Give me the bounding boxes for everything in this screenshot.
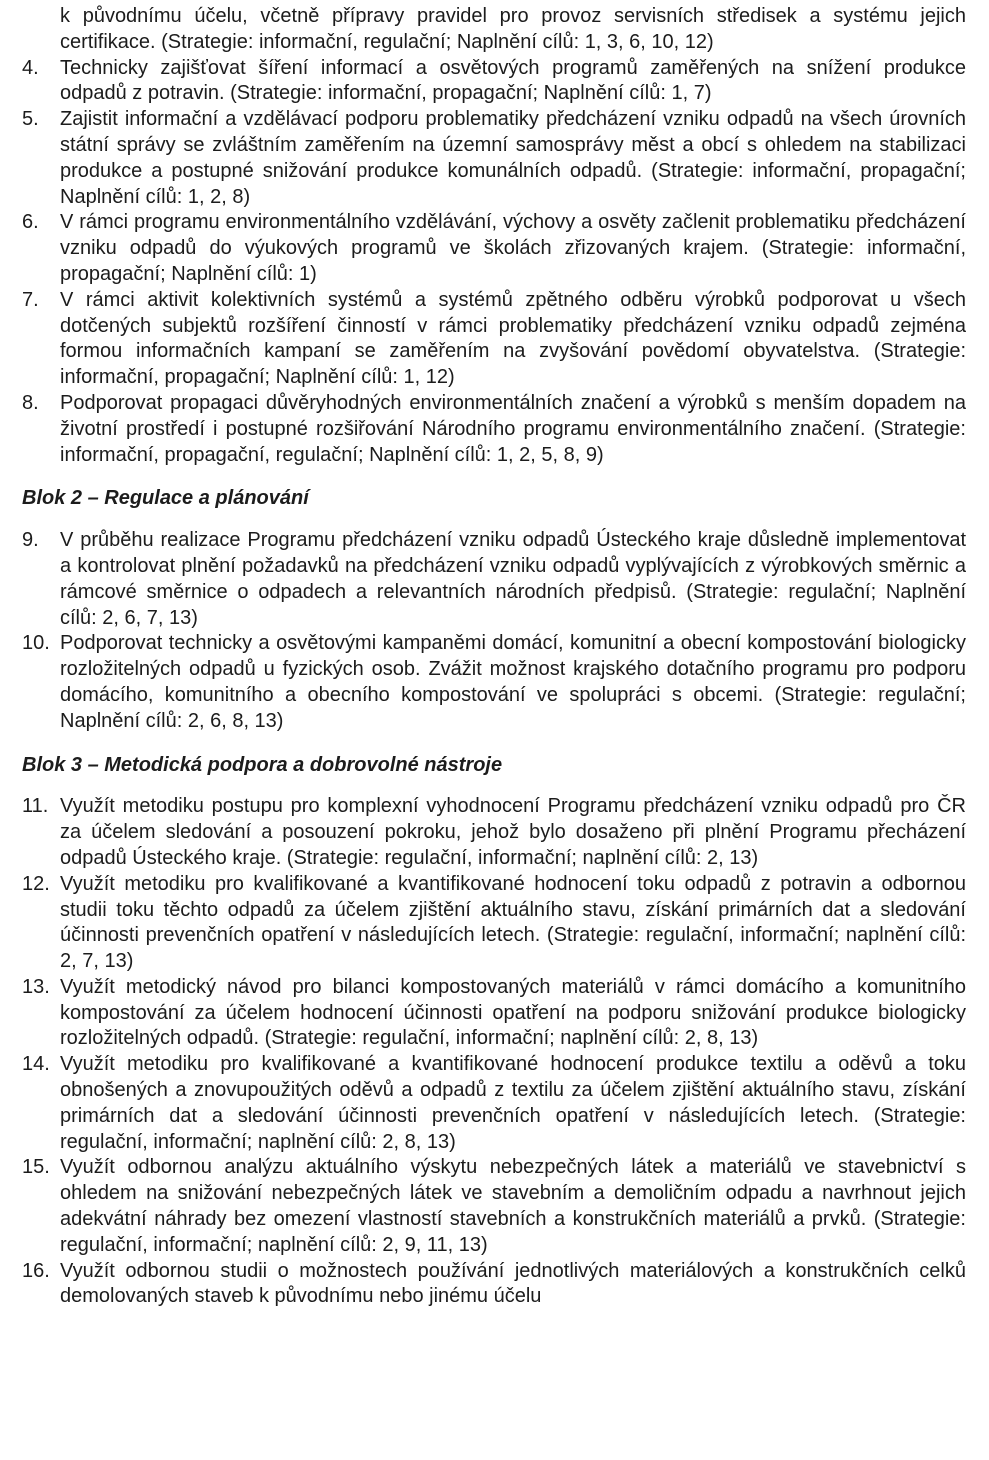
list-item-number: 14. xyxy=(22,1053,50,1076)
list-item-number: 11. xyxy=(22,795,49,818)
list-item-8 xyxy=(22,391,966,468)
list-item-14 xyxy=(22,1052,966,1155)
list-item-16 xyxy=(22,1259,966,1311)
list-item-12 xyxy=(22,872,966,975)
block-2-heading: Blok 2 – Regulace a plánování xyxy=(22,487,309,510)
list-item-text: Technicky zajišťovat šíření informací a osvětových programů zaměřených na snížení produkce odpadů z potravin. (Strategie: informační, propagační; Naplnění cílů: 1, 7) xyxy=(60,56,966,105)
list-item-text: Využít metodický návod pro bilanci kompostovaných materiálů v rámci domácího a komunitního kompostování za účelem hodnocení účinnosti opatření na podporu snižování produkce biologicky rozložitelných odpadů. (Strategie: regulační, informační; naplnění cílů: 2, 8, 13) xyxy=(60,975,966,1050)
list-item-number: 7. xyxy=(22,288,39,311)
list-item-text: Podporovat propagaci důvěryhodných environmentálních značení a výrobků s menším dopadem na životní prostředí i postupné rozšiřování Národního programu environmentálního značení. (Strategie: informační, propagační, regulační; Naplnění cílů: 1, 2, 5, 8, 9) xyxy=(60,391,966,466)
list-item-13 xyxy=(22,975,966,1052)
list-item-9 xyxy=(22,528,966,631)
list-item-4 xyxy=(22,56,966,108)
list-item-text: V průběhu realizace Programu předcházení vzniku odpadů Ústeckého kraje důsledně implementovat a kontrolovat plnění požadavků na předcházení vzniku odpadů vyplývajících z výrobkových směrnic a rámcové směrnice o odpadech a relevantních národních předpisů. (Strategie: regulační; Naplnění cílů: 2, 6, 7, 13) xyxy=(60,529,966,629)
list-item-number: 12. xyxy=(22,872,50,895)
list-item-text: Podporovat technicky a osvětovými kampaněmi domácí, komunitní a obecní kompostování biologicky rozložitelných odpadů u fyzických osob. Zvážit možnost krajského dotačního programu pro podporu domácího, komunitního a obecního kompostování ve spolupráci s obcemi. (Strategie: regulační; Naplnění cílů: 2, 6, 8, 13) xyxy=(60,632,966,732)
continued-paragraph-text: k původnímu účelu, včetně přípravy pravidel pro provoz servisních středisek a systému jejich certifikace. (Strategie: informační, regulační; Naplnění cílů: 1, 3, 6, 10, 12) xyxy=(60,5,966,53)
block-3-heading: Blok 3 – Metodická podpora a dobrovolné nástroje xyxy=(22,753,503,776)
list-item-text: Zajistit informační a vzdělávací podporu problematiky předcházení vzniku odpadů na všech úrovních státní správy se zvláštním zaměřením na územní samosprávy měst a obcí s ohledem na stabilizaci produkce a postupné snižování produkce komunálních odpadů. (Strategie: informační, propagační; Naplnění cílů: 1, 2, 8) xyxy=(60,108,966,208)
list-item-7 xyxy=(22,288,966,391)
list-item-text: Využít odbornou studii o možnostech používání jednotlivých materiálových a konstrukčních celků demolovaných staveb k původnímu nebo jinému účelu xyxy=(60,1259,966,1308)
list-item-text: Využít metodiku postupu pro komplexní vyhodnocení Programu předcházení vzniku odpadů pro ČR za účelem sledování a posouzení pokroku, jehož bylo dosaženo při plnění Programu přecházení odpadů Ústeckého kraje. (Strategie: regulační, informační; naplnění cílů: 2, 13) xyxy=(60,795,966,869)
list-item-number: 16. xyxy=(22,1259,50,1282)
continued-paragraph xyxy=(22,4,966,56)
list-item-text: Využít metodiku pro kvalifikované a kvantifikované hodnocení produkce textilu a oděvů a toku obnošených a znovupoužitých oděvů a odpadů z textilu za účelem zjištění aktuálního stavu, získání primárních dat a sledování účinnosti prevenčních opatření v následujících letech. (Strategie: regulační, informační; naplnění cílů: 2, 8, 13) xyxy=(60,1053,966,1153)
list-item-15 xyxy=(22,1155,966,1258)
list-item-11 xyxy=(22,794,966,871)
list-item-number: 6. xyxy=(22,211,39,234)
list-item-10 xyxy=(22,631,966,734)
list-item-text: V rámci programu environmentálního vzdělávání, výchovy a osvěty začlenit problematiku předcházení vzniku odpadů do výukových programů ve školách zřizovaných krajem. (Strategie: informační, propagační; Naplnění cílů: 1) xyxy=(60,211,966,285)
list-item-5 xyxy=(22,107,966,210)
list-item-number: 10. xyxy=(22,632,50,655)
list-item-text: Využít odbornou analýzu aktuálního výskytu nebezpečných látek a materiálů ve stavebnictví s ohledem na snižování nebezpečných látek ve stavebním a demoličním odpadu a navrhnout jejich adekvátní náhrady bez omezení vlastností stavebních a konstrukčních materiálů a prvků. (Strategie: regulační, informační; naplnění cílů: 2, 9, 11, 13) xyxy=(60,1156,966,1256)
list-item-number: 4. xyxy=(22,56,39,79)
list-item-number: 15. xyxy=(22,1156,50,1179)
list-item-number: 8. xyxy=(22,391,39,414)
list-item-text: Využít metodiku pro kvalifikované a kvantifikované hodnocení toku odpadů z potravin a odbornou studii toku těchto odpadů za účelem zjištění aktuálního stavu, získání primárních dat a sledování účinnosti prevenčních opatření v následujících letech. (Strategie: regulační, informační; naplnění cílů: 2, 7, 13) xyxy=(60,872,966,973)
list-item-number: 9. xyxy=(22,529,39,552)
document-page xyxy=(22,4,966,1310)
list-item-6 xyxy=(22,210,966,287)
list-item-text: V rámci aktivit kolektivních systémů a systémů zpětného odběru výrobků podporovat u všech dotčených subjektů rozšíření činností v rámci problematiky předcházení vzniku odpadů zejména formou informačních kampaní se zaměřením na zvyšování povědomí obyvatelstva. (Strategie: informační, propagační; Naplnění cílů: 1, 12) xyxy=(60,288,966,389)
list-item-number: 5. xyxy=(22,108,39,131)
list-item-number: 13. xyxy=(22,975,50,998)
